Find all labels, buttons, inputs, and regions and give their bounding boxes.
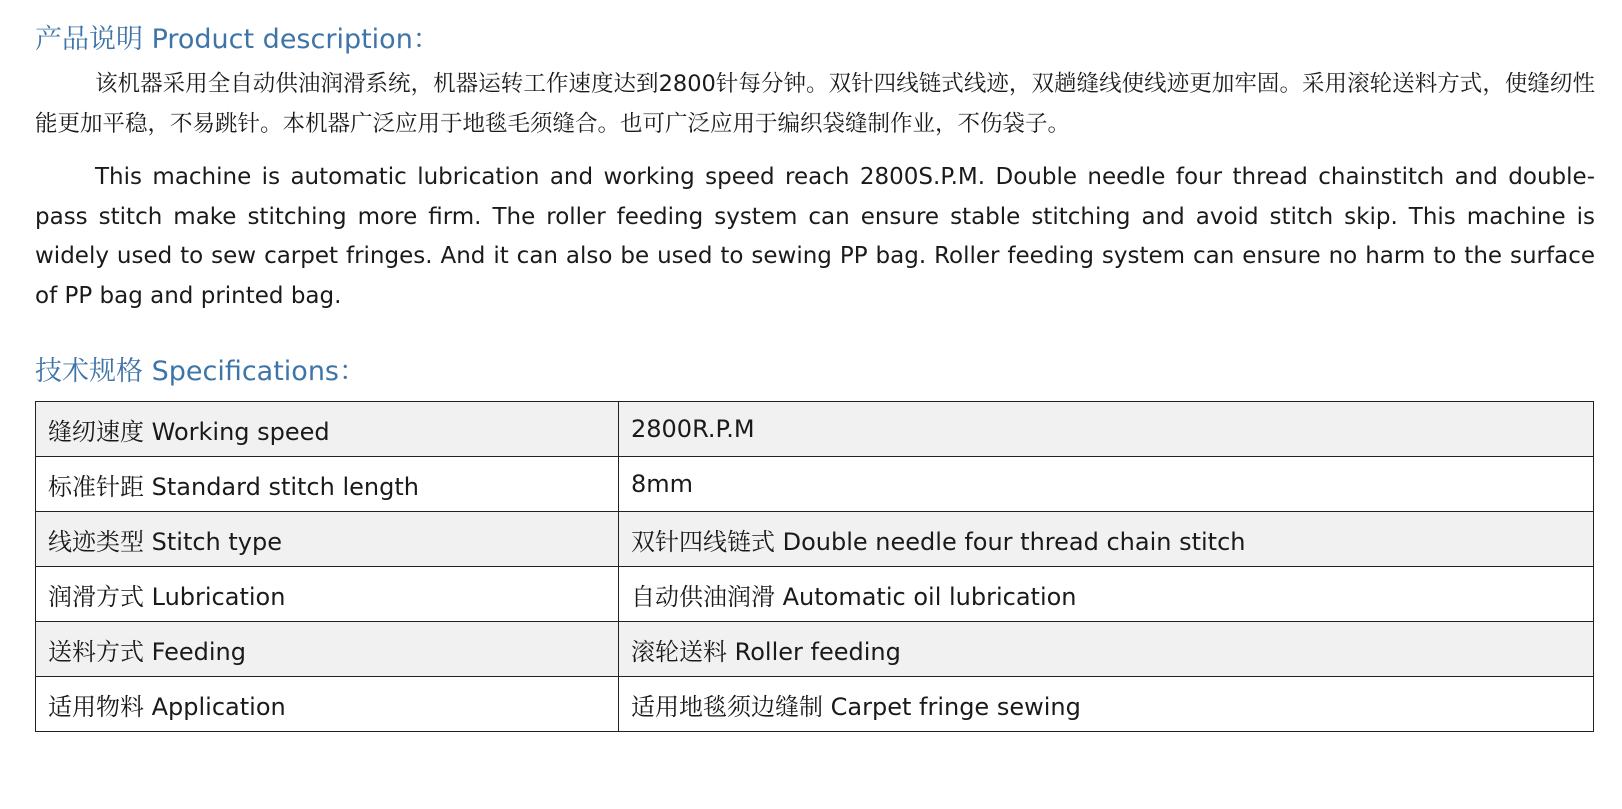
- spec-value: 自动供油润滑 Automatic oil lubrication: [619, 567, 1594, 622]
- description-paragraph-english: This machine is automatic lubrication and working speed reach 2800S.P.M. Double needle four thread chainstitch and double-pass stitch make stitching more firm. The roller feeding system can ensure stable stitching and avoid stitch skip. This machine is widely used to sew carpet fringes. And it can also be used to sewing PP bag. Roller feeding system can ensure no harm to the surface of PP bag and printed bag.: [35, 164, 1595, 309]
- spec-value: 适用地毯须边缝制 Carpet fringe sewing: [619, 677, 1594, 732]
- description-paragraph-chinese: 该机器采用全自动供油润滑系统，机器运转工作速度达到2800针每分钟。双针四线链式线迹，双趟缝线使线迹更加牢固。采用滚轮送料方式，使缝纫性能更加平稳，不易跳针。本机器广泛应用于地毯毛须缝合。也可广泛应用于编织袋缝制作业，不伤袋子。: [35, 71, 1595, 137]
- spec-row-working-speed: [36, 402, 1594, 457]
- spec-value: 滚轮送料 Roller feeding: [619, 622, 1594, 677]
- specifications-table: [35, 401, 1594, 732]
- spec-label: 标准针距 Standard stitch length: [36, 457, 619, 512]
- spec-row-lubrication: [36, 567, 1594, 622]
- spec-label: 线迹类型 Stitch type: [36, 512, 619, 567]
- spec-value: 2800R.P.M: [619, 402, 1594, 457]
- spec-label: 润滑方式 Lubrication: [36, 567, 619, 622]
- spec-row-feeding: [36, 622, 1594, 677]
- spec-label: 适用物料 Application: [36, 677, 619, 732]
- spec-row-stitch-type: [36, 512, 1594, 567]
- spec-label: 缝纫速度 Working speed: [36, 402, 619, 457]
- specifications-heading: 技术规格 Specifications：: [35, 356, 367, 387]
- product-description-heading: 产品说明 Product description：: [35, 24, 440, 55]
- spec-value: 8mm: [619, 457, 1594, 512]
- spec-row-application: [36, 677, 1594, 732]
- spec-value: 双针四线链式 Double needle four thread chain stitch: [619, 512, 1594, 567]
- spec-row-stitch-length: [36, 457, 1594, 512]
- spec-label: 送料方式 Feeding: [36, 622, 619, 677]
